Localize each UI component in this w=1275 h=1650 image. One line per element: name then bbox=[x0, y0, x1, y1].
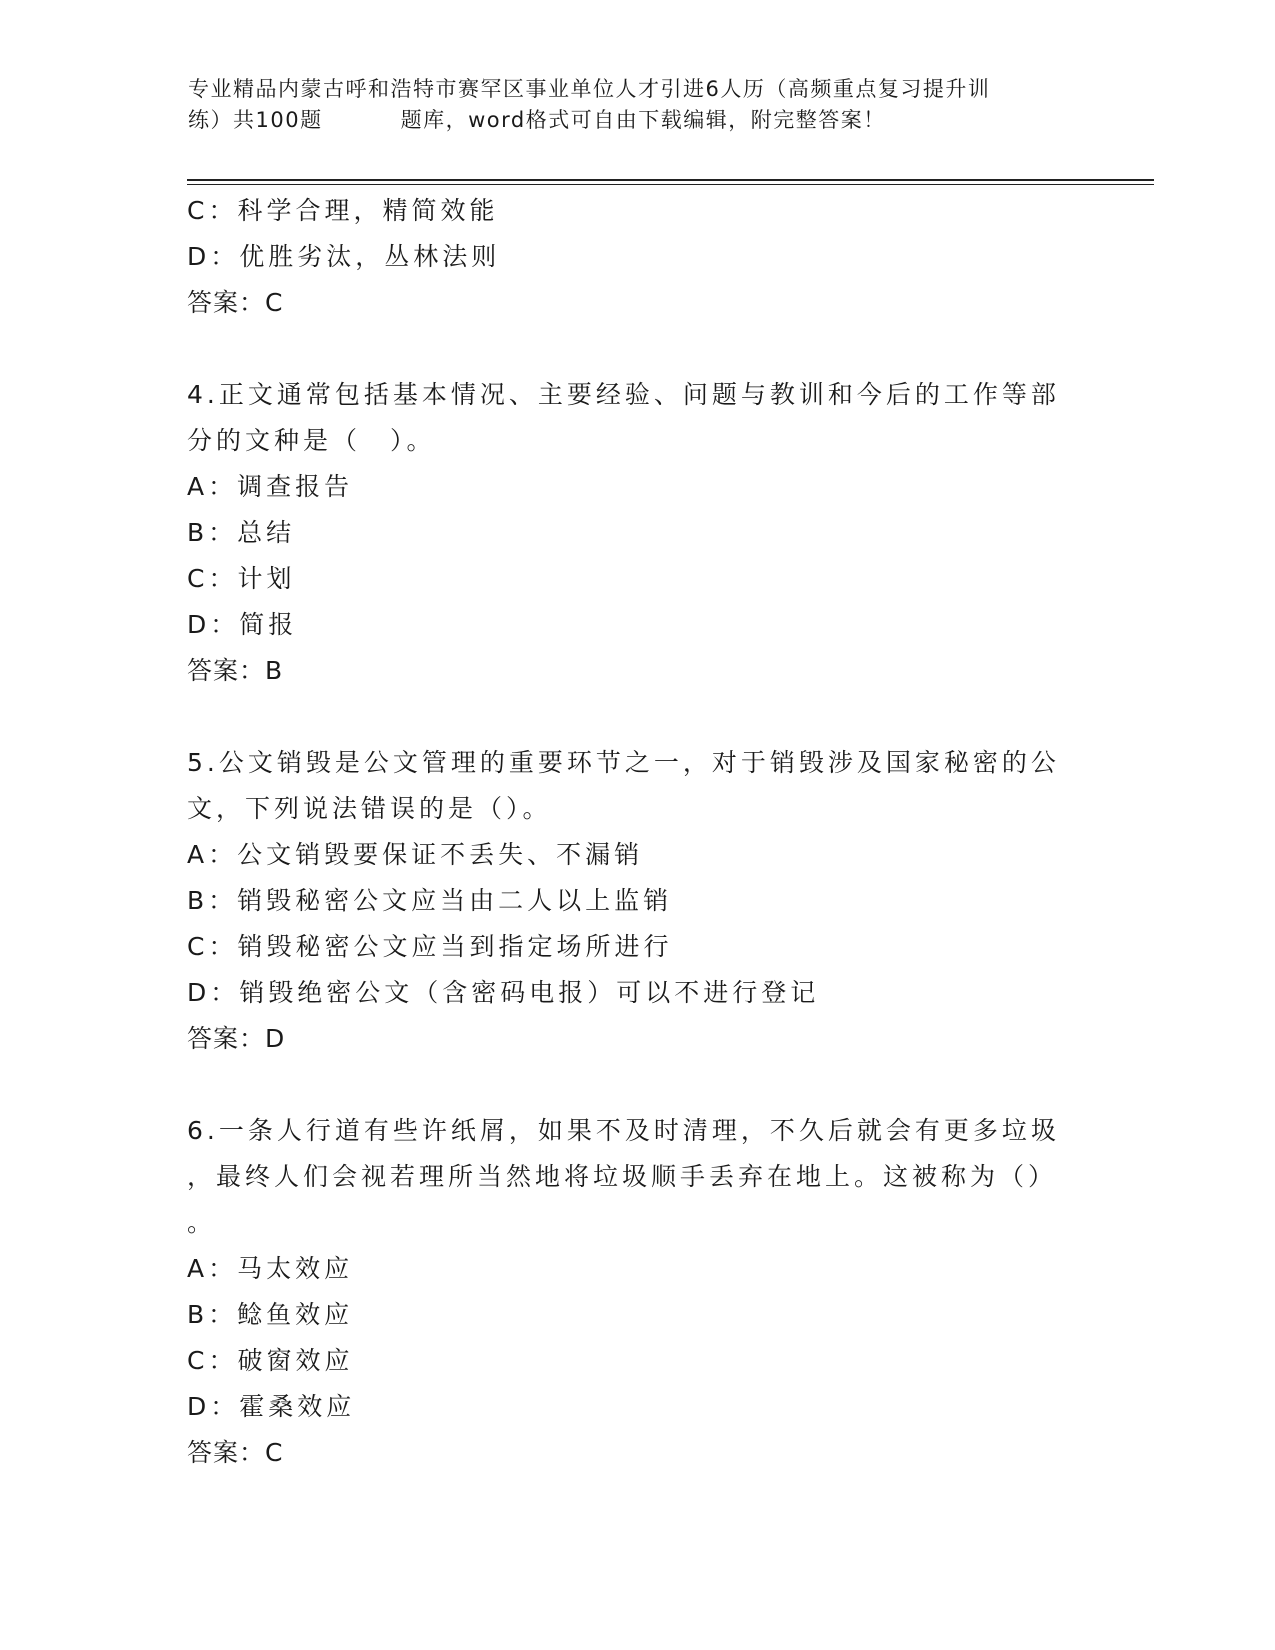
option-c: C：计划 bbox=[187, 564, 296, 593]
header-rule-thick bbox=[187, 179, 1154, 181]
header-line-2-start: 练）共100题 bbox=[188, 108, 323, 132]
option-d: D：优胜劣汰，丛林法则 bbox=[187, 242, 501, 271]
option-a: A：公文销毁要保证不丢失、不漏销 bbox=[187, 840, 644, 869]
page-header bbox=[188, 74, 1088, 136]
option-b: B：销毁秘密公文应当由二人以上监销 bbox=[187, 886, 673, 915]
option-c: C：销毁秘密公文应当到指定场所进行 bbox=[187, 932, 673, 961]
option-b: B：鲶鱼效应 bbox=[187, 1300, 354, 1329]
question-text-line-1: 6.一条人行道有些许纸屑，如果不及时清理，不久后就会有更多垃圾 bbox=[187, 1116, 1060, 1145]
answer: 答案：C bbox=[187, 288, 284, 317]
option-d: D：霍桑效应 bbox=[187, 1392, 356, 1421]
header-line-1: 专业精品内蒙古呼和浩特市赛罕区事业单位人才引进6人历（高频重点复习提升训 bbox=[188, 77, 991, 101]
document-body bbox=[187, 188, 1087, 1476]
option-b: B：总结 bbox=[187, 518, 296, 547]
question-text-line-1: 5.公文销毁是公文管理的重要环节之一，对于销毁涉及国家秘密的公 bbox=[187, 748, 1060, 777]
header-line-2 bbox=[188, 105, 1088, 136]
question-4 bbox=[187, 372, 1087, 694]
option-a: A：调查报告 bbox=[187, 472, 354, 501]
question-text-line-1: 4.正文通常包括基本情况、主要经验、问题与教训和今后的工作等部 bbox=[187, 380, 1060, 409]
option-c: C：破窗效应 bbox=[187, 1346, 354, 1375]
header-line-2-end: 题库，word格式可自由下载编辑，附完整答案！ bbox=[400, 108, 886, 132]
question-text-line-2: 文，下列说法错误的是（）。 bbox=[187, 794, 552, 823]
option-c: C：科学合理，精简效能 bbox=[187, 196, 499, 225]
question-3 bbox=[187, 188, 1087, 326]
option-d: D：简报 bbox=[187, 610, 298, 639]
header-rule-thin bbox=[187, 184, 1154, 185]
question-text-line-2: 分的文种是（ ）。 bbox=[187, 426, 436, 455]
answer: 答案：B bbox=[187, 656, 284, 685]
question-text-line-3: 。 bbox=[187, 1208, 217, 1237]
question-text-line-2: ，最终人们会视若理所当然地将垃圾顺手丢弃在地上。这被称为（） bbox=[187, 1162, 1058, 1191]
answer: 答案：C bbox=[187, 1438, 284, 1467]
question-5 bbox=[187, 740, 1087, 1062]
option-a: A：马太效应 bbox=[187, 1254, 354, 1283]
question-6 bbox=[187, 1108, 1087, 1476]
option-d: D：销毁绝密公文（含密码电报）可以不进行登记 bbox=[187, 978, 820, 1007]
answer: 答案：D bbox=[187, 1024, 286, 1053]
